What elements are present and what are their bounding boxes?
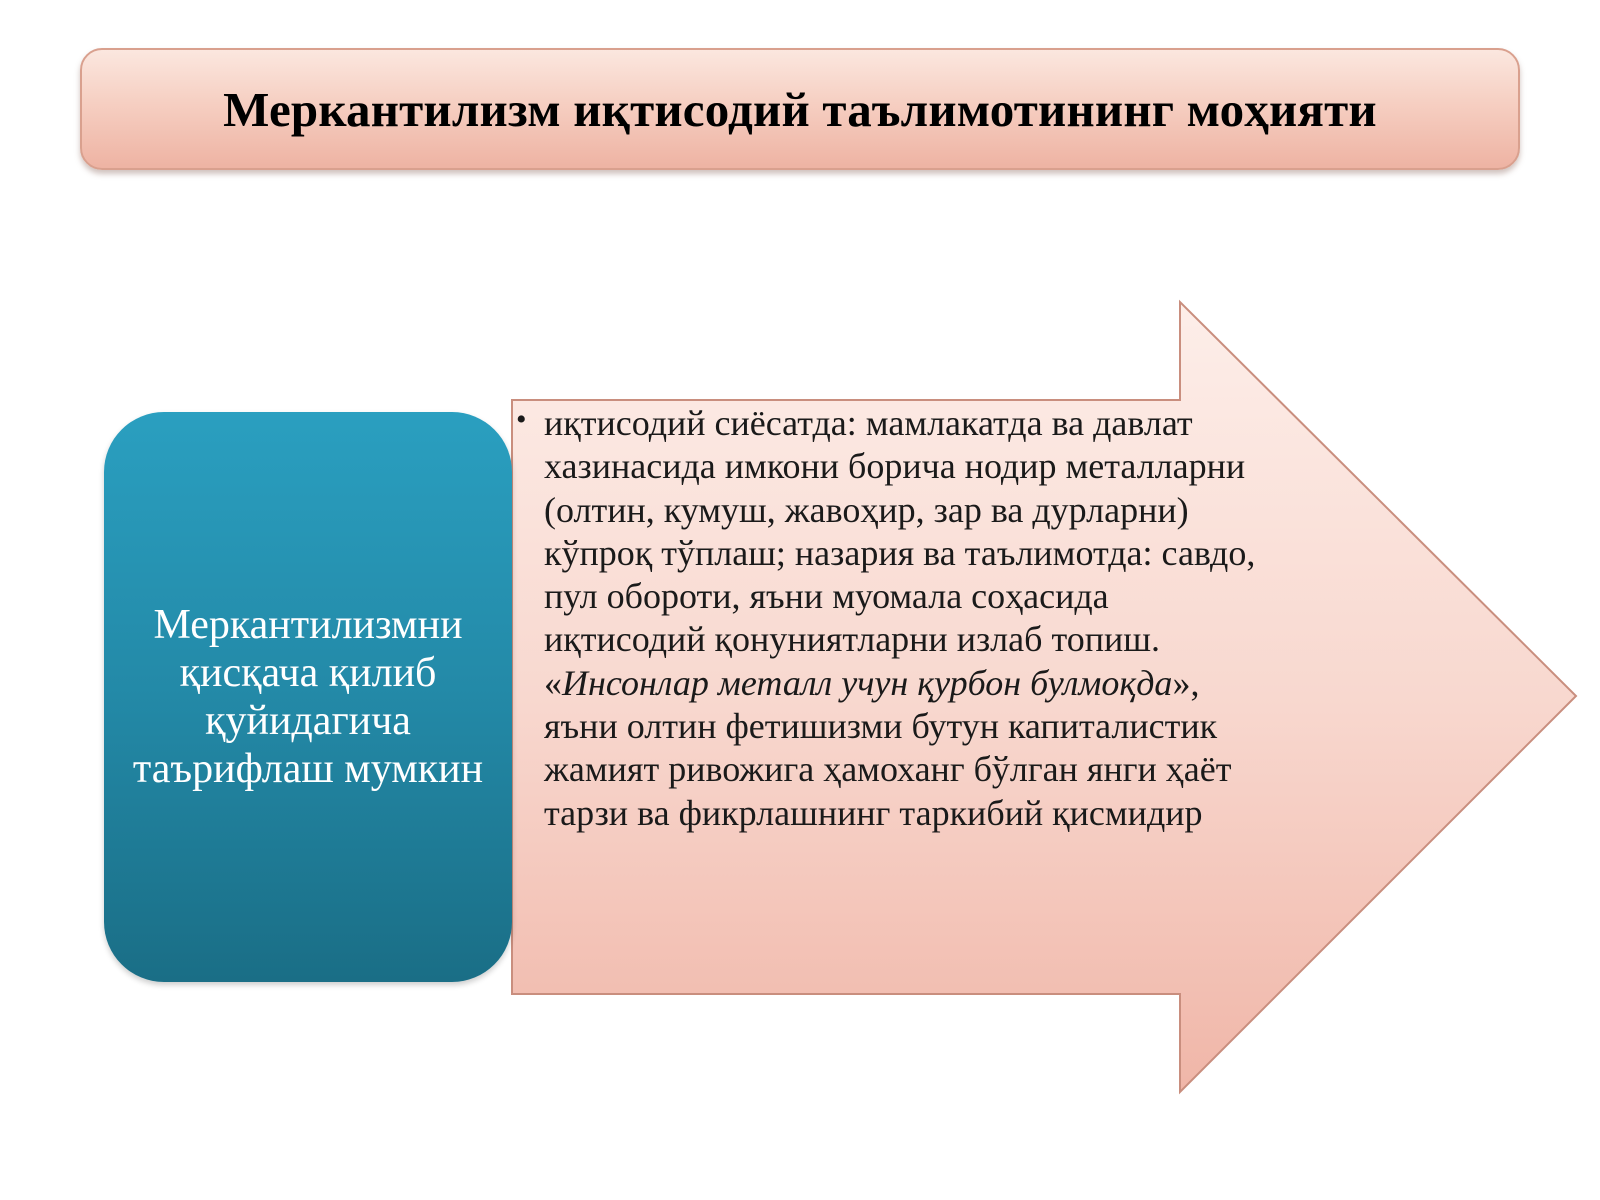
slide-title: Меркантилизм иқтисодий таълимотининг моҳияти	[223, 81, 1377, 137]
arrow-paragraph	[544, 402, 1276, 835]
arrow-text-italic: Инсонлар металл учун қурбон булмоқда	[562, 662, 1173, 703]
arrow-text-part2: », яъни олтин фетишизми бутун капиталистик жамият ривожига ҳамоханг бўлган янги ҳаёт тарзи ва фикрлашнинг таркибий қисмидир	[544, 662, 1232, 833]
definition-box	[104, 412, 512, 982]
definition-text: Меркантилизмни қисқача қилиб қуйидагича таърифлаш мумкин	[132, 602, 484, 792]
bullet-icon: •	[516, 403, 527, 436]
arrow-content	[516, 402, 1276, 835]
arrow-text-part1: иқтисодий сиёсатда: мамлакатда ва давлат хазинасида имкони борича нодир металларни (олтин, кумуш, жавоҳир, зар ва дурларни) кўпроқ тўплаш; назария ва таълимотда: савдо, пул обороти, яъни муомала соҳасида иқтисодий қонуниятларни излаб топиш. «	[544, 403, 1256, 703]
